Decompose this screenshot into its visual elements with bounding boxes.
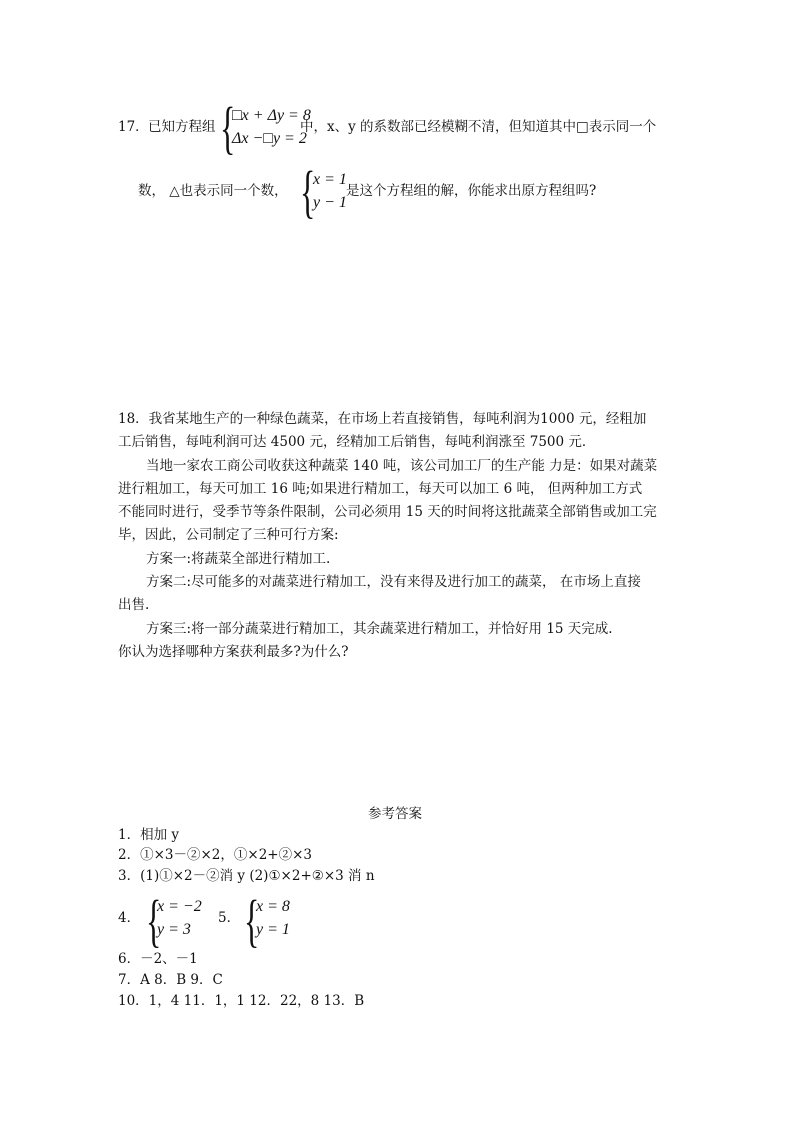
q18-question: 你认为选择哪种方案获利最多?为什么? [118, 643, 349, 660]
q17-solution-y: y − 1 [313, 194, 347, 211]
q17-solution-brace: { [300, 159, 316, 224]
answer-7-9: 7．A 8．B 9．C [118, 972, 223, 988]
q18-plan-1: 方案一:将蔬菜全部进行精加工. [146, 550, 331, 567]
q17-equation-2: Δx −□y = 2 [232, 130, 307, 147]
q18-line: 工后销售，每吨利润可达 4500 元，经精加工后销售，每吨利润涨至 7500 元． [118, 434, 596, 451]
q17-solution-x: x = 1 [313, 171, 347, 188]
q17-line1-tail: 中，x、y 的系数部已经模糊不清，但知道其中□表示同一个 [300, 119, 657, 135]
q17-number: 17． [118, 119, 149, 135]
q18-line: 不能同时进行，受季节等条件限制，公司必须用 15 天的时间将这批蔬菜全部销售或加工完 [118, 504, 657, 521]
q17-left-brace: { [220, 95, 236, 160]
answer-1: 1．相加 y [118, 827, 180, 843]
answer-2: 2．①×3－②×2，①×2+②×3 [118, 847, 313, 863]
answer-6: 6．－2、－1 [118, 951, 198, 967]
answer-4-brace: { [146, 888, 162, 953]
q18-plan-3: 方案三:将一部分蔬菜进行精加工，其余蔬菜进行精加工，并恰好用 15 天完成. [146, 620, 613, 637]
answer-5-x: x = 8 [256, 898, 290, 915]
q18-line: 毕，因此，公司制定了三种可行方案: [118, 527, 339, 544]
answer-4-label: 4． [118, 910, 141, 926]
q18-line: 进行粗加工，每天可加工 16 吨;如果进行精加工，每天可以加工 6 吨， 但两种加工方式 [118, 480, 643, 497]
q17-line2-lead: 数， △也表示同一个数， [138, 183, 288, 199]
answer-10-13: 10．1，4 11．1，1 12．22，8 13．B [118, 993, 365, 1009]
q17-equation-1: □x + Δy = 8 [232, 107, 311, 124]
answer-3: 3．(1)①×2－②消 y (2)①×2+②×3 消 n [118, 868, 375, 884]
q18-line: 出售. [118, 597, 150, 614]
q18-line: 18．我省某地生产的一种绿色蔬菜，在市场上若直接销售，每吨利润为1000 元，经粗加 [118, 411, 647, 427]
answer-5-label: 5． [218, 910, 241, 926]
answer-4-x: x = −2 [157, 898, 202, 915]
question-18 [118, 408, 678, 664]
q18-plan-2: 方案二:尽可能多的对蔬菜进行精加工，没有来得及进行加工的蔬菜， 在市场上直接 [146, 574, 641, 591]
q18-line: 当地一家农工商公司收获这种蔬菜 140 吨，该公司加工厂的生产能 力是：如果对蔬菜 [146, 457, 658, 474]
answers-title: 参考答案 [368, 806, 422, 822]
answer-5-y: y = 1 [256, 921, 290, 938]
q17-lead: 已知方程组 [148, 119, 216, 135]
answer-4-y: y = 3 [157, 921, 191, 938]
q17-line2-tail: 是这个方程组的解，你能求出原方程组吗? [346, 183, 597, 199]
answer-5-brace: { [244, 888, 260, 953]
